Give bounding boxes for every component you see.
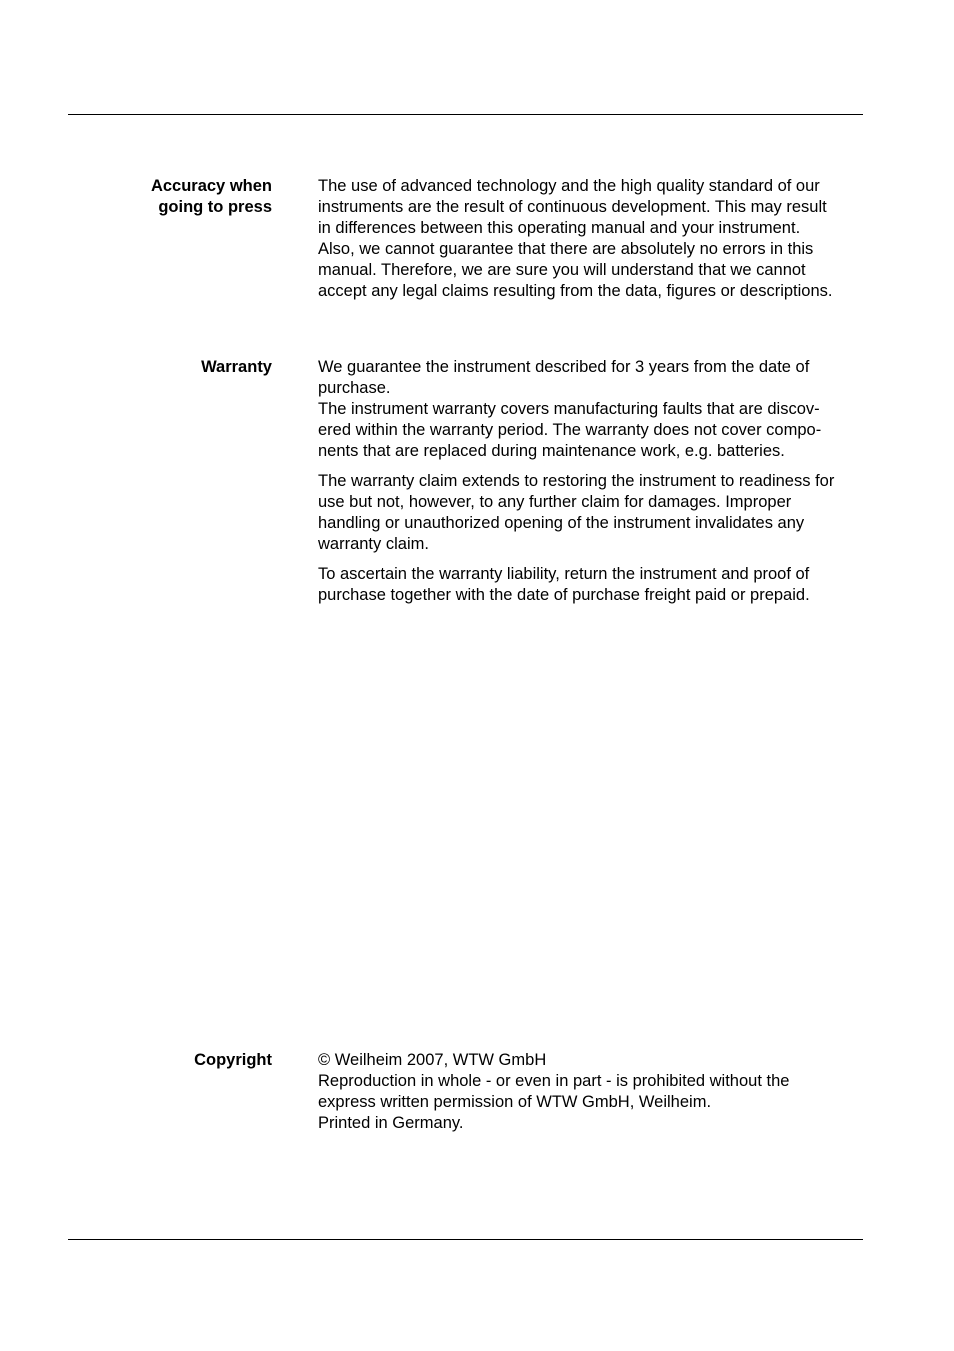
text-line: Printed in Germany. <box>318 1114 464 1132</box>
text-line: We guarantee the instrument described for 3 years from the date of <box>318 358 810 376</box>
text-line: warranty claim. <box>318 535 429 553</box>
header-rule <box>68 114 863 115</box>
accuracy-body <box>318 176 878 302</box>
text-line: The warranty claim extends to restoring the instrument to readiness for <box>318 472 835 490</box>
text-line: To ascertain the warranty liability, return the instrument and proof of <box>318 565 810 583</box>
text-line: Reproduction in whole - or even in part - is prohibited without the <box>318 1072 790 1090</box>
paragraph <box>318 1050 878 1134</box>
text-line: manual. Therefore, we are sure you will understand that we cannot <box>318 261 806 279</box>
text-line: © Weilheim 2007, WTW GmbH <box>318 1051 547 1069</box>
paragraph <box>318 471 878 555</box>
text-line: instruments are the result of continuous development. This may result <box>318 198 827 216</box>
text-line: ered within the warranty period. The warranty does not cover compo- <box>318 421 822 439</box>
text-line: purchase. <box>318 379 391 397</box>
text-line: purchase together with the date of purchase freight paid or prepaid. <box>318 586 810 604</box>
warranty-heading <box>52 357 272 378</box>
text-line: use but not, however, to any further claim for damages. Improper <box>318 493 792 511</box>
text-line: nents that are replaced during maintenance work, e.g. batteries. <box>318 442 785 460</box>
heading-line: Accuracy when <box>150 177 272 195</box>
footer-rule <box>68 1239 863 1240</box>
text-line: Also, we cannot guarantee that there are absolutely no errors in this <box>318 240 814 258</box>
text-line: accept any legal claims resulting from the data, figures or descriptions. <box>318 282 833 300</box>
paragraph <box>318 564 878 606</box>
heading-line: going to press <box>158 198 272 216</box>
paragraph <box>318 357 878 462</box>
copyright-body <box>318 1050 878 1134</box>
paragraph <box>318 176 878 302</box>
heading-line: Warranty <box>201 358 272 376</box>
text-line: express written permission of WTW GmbH, Weilheim. <box>318 1093 712 1111</box>
accuracy-heading <box>52 176 272 218</box>
warranty-body <box>318 357 878 606</box>
heading-line: Copyright <box>194 1051 272 1069</box>
text-line: handling or unauthorized opening of the instrument invalidates any <box>318 514 805 532</box>
copyright-heading <box>52 1050 272 1071</box>
text-line: The use of advanced technology and the high quality standard of our <box>318 177 820 195</box>
text-line: in differences between this operating manual and your instrument. <box>318 219 801 237</box>
text-line: The instrument warranty covers manufacturing faults that are discov- <box>318 400 820 418</box>
